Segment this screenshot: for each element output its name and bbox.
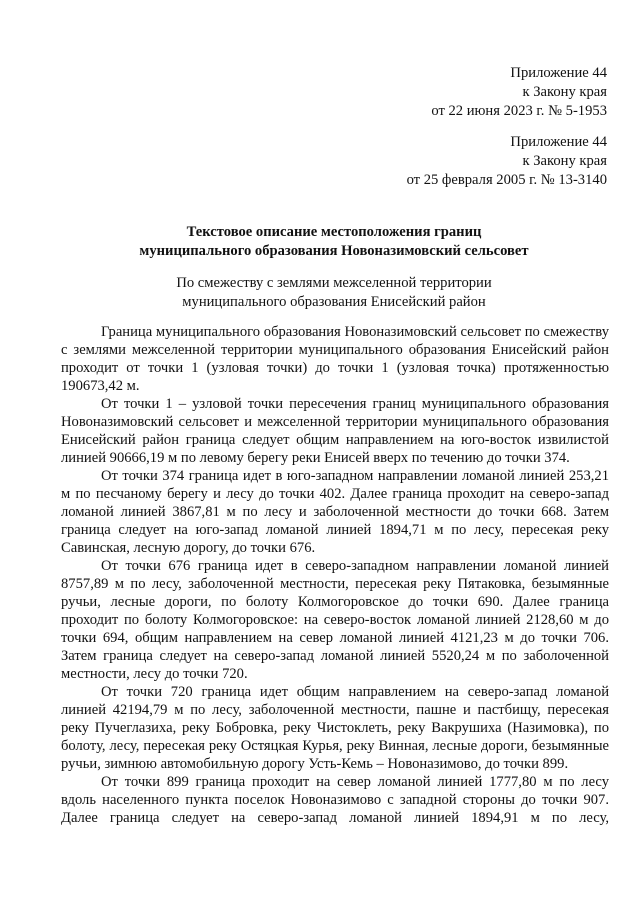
body-paragraph-3: От точки 374 граница идет в юго-западном направлении ломаной линией 253,21 м по песчаному берегу и лесу до точки 402. Далее граница проходит на северо-запад ломаной линией 3867,81 м по лесу и заболоченной местности до точки 668. Затем граница следует на юго-запад ломаной линией 1894,71 м по лесу, пересекая реку Савинская, лесную дорогу, до точки 676. — [61, 468, 609, 556]
title-line-1: Текстовое описание местоположения границ — [186, 224, 482, 240]
appendix-header-original — [407, 133, 607, 190]
appendix-law-date: от 22 июня 2023 г. № 5-1953 — [431, 103, 607, 119]
body-paragraph-4: От точки 676 граница идет в северо-западном направлении ломаной линией 8757,89 м по лесу, заболоченной местности, пересекая реку Пятаковка, безымянные ручьи, лесные дороги, по болоту Колмогоровское до точки 690. Далее граница проходит по болоту Колмогоровское: на северо-восток ломаной линией 2128,60 м до точки 694, общим направлением на север ломаной линией 4121,23 м до точки 706. Затем граница следует на северо-запад ломаной линией 5520,24 м по заболоченной местности, лесу до точки 720. — [61, 558, 609, 682]
appendix-law-date: от 25 февраля 2005 г. № 13-3140 — [406, 172, 607, 188]
subtitle-line-1: По смежеству с землями межселенной территории — [176, 275, 492, 291]
body-paragraph-5: От точки 720 граница идет общим направлением на северо-запад ломаной линией 42194,79 м по лесу, заболоченной местности, пашне и пастбищу, пересекая реку Пучеглазиха, реку Бобровка, реку Чистоклеть, реку Вакрушиха (Назимовка), по болоту, лесу, пересекая реку Остяцкая Курья, реку Винная, лесные дороги, безымянные ручьи, зимнюю автомобильную дорогу Усть-Кемь – Новоназимово, до точки 899. — [61, 684, 609, 772]
appendix-number: Приложение 44 — [510, 134, 607, 150]
appendix-law-reference: к Закону края — [522, 153, 607, 169]
appendix-law-reference: к Закону края — [522, 84, 607, 100]
document-body — [61, 323, 609, 827]
document-title — [60, 223, 608, 261]
appendix-number: Приложение 44 — [510, 65, 607, 81]
section-subtitle — [60, 274, 608, 312]
appendix-header-current — [431, 64, 607, 121]
title-line-2: муниципального образования Новоназимовский сельсовет — [139, 243, 529, 259]
subtitle-line-2: муниципального образования Енисейский район — [182, 294, 486, 310]
body-paragraph-2: От точки 1 – узловой точки пересечения границ муниципального образования Новоназимовский сельсовет и межселенной территории муниципального образования Енисейский район граница следует общим направлением на юго-восток извилистой линией 90666,19 м по левому берегу реки Енисей вверх по течению до точки 374. — [61, 396, 609, 466]
body-paragraph-6: От точки 899 граница проходит на север ломаной линией 1777,80 м по лесу вдоль населенного пункта поселок Новоназимово с западной стороны до точки 907. Далее граница следует на северо-запад ломаной линией 1894,91 м по лесу, — [61, 774, 609, 826]
body-paragraph-1: Граница муниципального образования Новоназимовский сельсовет по смежеству с землями межселенной территории муниципального образования Енисейский район проходит от точки 1 (узловая точки) до точки 1 (узловая точка) протяженностью 190673,42 м. — [61, 324, 609, 394]
